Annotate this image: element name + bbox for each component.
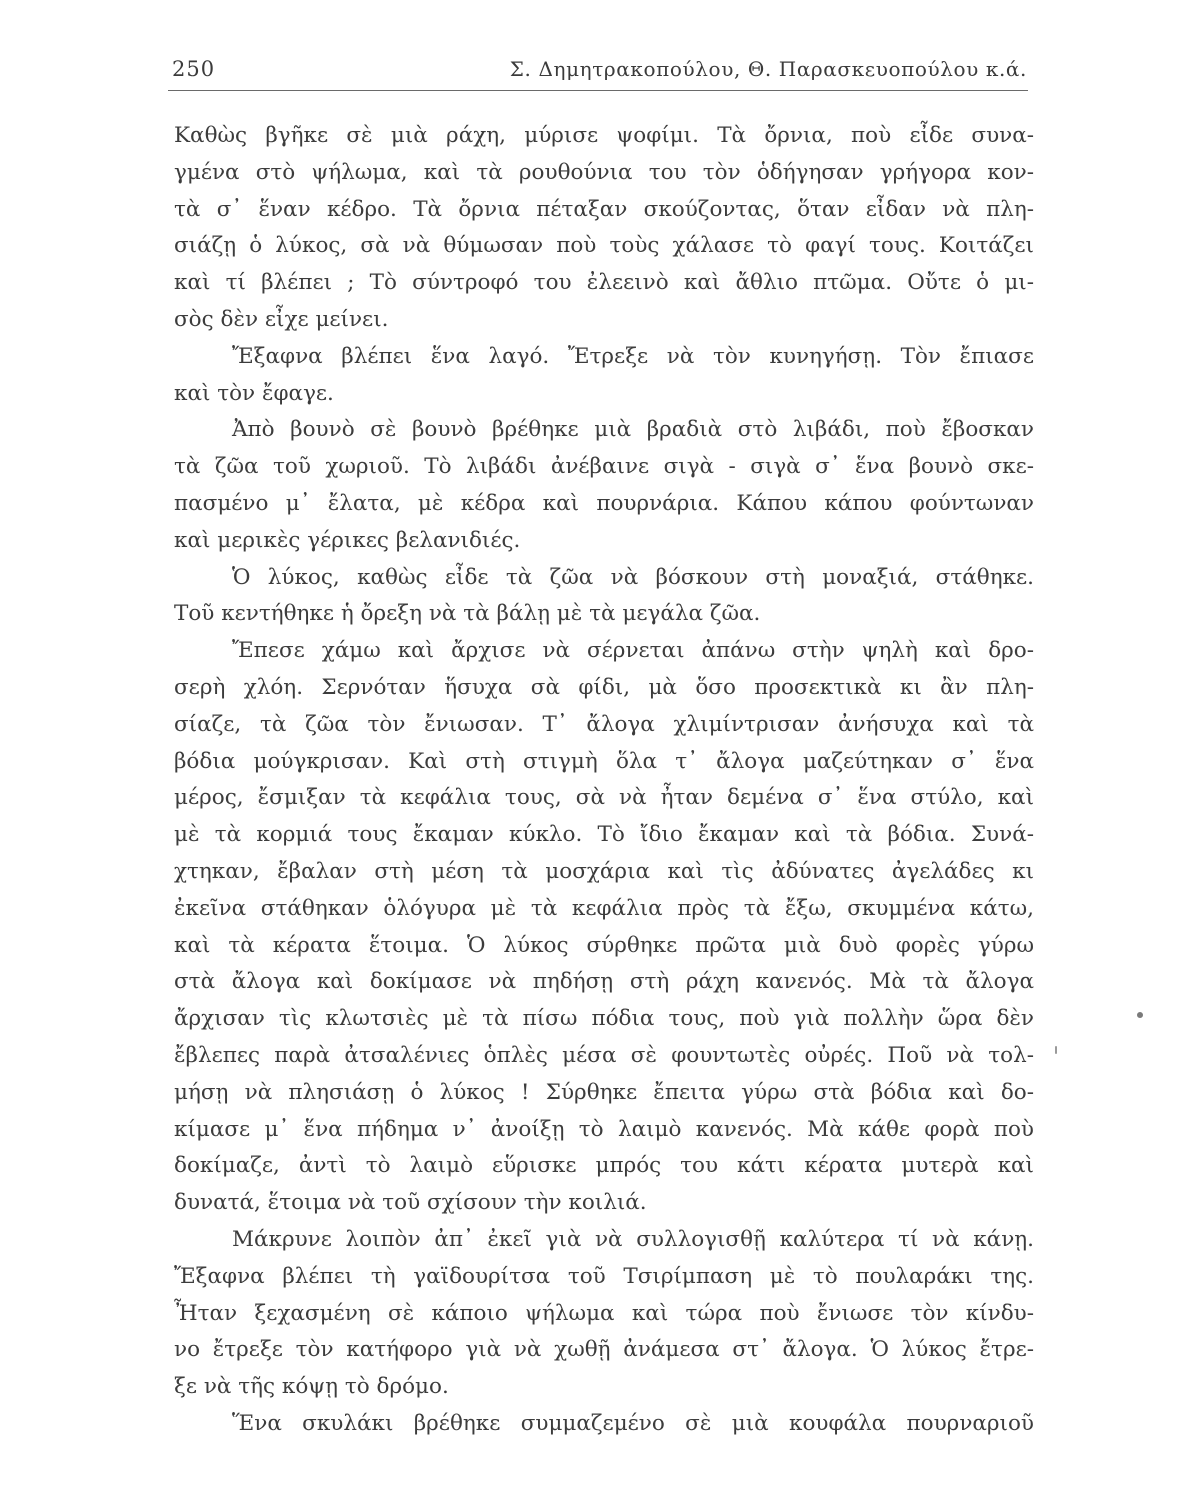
text-line: μὲ τὰ κορμιά τους ἔκαμαν κύκλο. Τὸ ἴδιο ἔκαμαν καὶ τὰ βόδια. Συνά- xyxy=(174,822,1034,848)
text-line: χτηκαν, ἔβαλαν στὴ μέση τὰ μοσχάρια καὶ τὶς ἀδύνατες ἀγελάδες κι xyxy=(174,858,1034,884)
text-line: στὰ ἄλογα καὶ δοκίμασε νὰ πηδήσῃ στὴ ράχη κανενός. Μὰ τὰ ἄλογα xyxy=(174,969,1034,995)
text-line: Ἀπὸ βουνὸ σὲ βουνὸ βρέθηκε μιὰ βραδιὰ στὸ λιβάδι, ποὺ ἔβοσκαν xyxy=(232,417,1034,443)
text-line: καὶ τί βλέπει ; Τὸ σύντροφό του ἐλεεινὸ καὶ ἄθλιο πτῶμα. Οὔτε ὁ μι- xyxy=(174,270,1034,296)
text-line: νο ἔτρεξε τὸν κατήφορο γιὰ νὰ χωθῇ ἀνάμεσα στ᾽ ἄλογα. Ὁ λύκος ἔτρε- xyxy=(174,1337,1034,1363)
text-line: μέρος, ἔσμιξαν τὰ κεφάλια τους, σὰ νὰ ἦταν δεμένα σ᾽ ἕνα στύλο, καὶ xyxy=(174,785,1034,811)
text-line: ἔβλεπες παρὰ ἀτσαλένιες ὁπλὲς μέσα σὲ φουντωτὲς οὐρές. Ποῦ νὰ τολ- xyxy=(174,1042,1034,1068)
header-rule xyxy=(168,90,1028,91)
text-line: καὶ τὰ κέρατα ἕτοιμα. Ὁ λύκος σύρθηκε πρῶτα μιὰ δυὸ φορὲς γύρω xyxy=(174,932,1034,958)
text-line: τὰ ζῶα τοῦ χωριοῦ. Τὸ λιβάδι ἀνέβαινε σιγὰ - σιγὰ σ᾽ ἕνα βουνὸ σκε- xyxy=(174,454,1034,480)
text-line: γμένα στὸ ψήλωμα, καὶ τὰ ρουθούνια του τὸν ὁδήγησαν γρήγορα κον- xyxy=(174,159,1034,185)
text-line: Ἔξαφνα βλέπει τὴ γαϊδουρίτσα τοῦ Τσιρίμπαση μὲ τὸ πουλαράκι της. xyxy=(174,1263,1034,1289)
text-line: δοκίμαζε, ἀντὶ τὸ λαιμὸ εὕρισκε μπρός του κάτι κέρατα μυτερὰ καὶ xyxy=(174,1153,1034,1179)
text-line: μήσῃ νὰ πλησιάσῃ ὁ λύκος ! Σύρθηκε ἔπειτα γύρω στὰ βόδια καὶ δο- xyxy=(174,1079,1034,1105)
text-line: σιάζῃ ὁ λύκος, σὰ νὰ θύμωσαν ποὺ τοὺς χάλασε τὸ φαγί τους. Κοιτάζει xyxy=(174,233,1034,259)
text-line: πασμένο μ᾽ ἔλατα, μὲ κέδρα καὶ πουρνάρια. Κάπου κάπου φούντωναν xyxy=(174,490,1034,516)
body-text xyxy=(174,118,1034,1443)
text-line: καὶ μερικὲς γέρικες βελανιδιές. xyxy=(174,527,521,553)
text-line: σὸς δὲν εἶχε μείνει. xyxy=(174,306,389,332)
page-number: 250 xyxy=(172,57,216,81)
text-line: τὰ σ᾽ ἕναν κέδρο. Τὰ ὄρνια πέταξαν σκούζοντας, ὅταν εἶδαν νὰ πλη- xyxy=(174,196,1034,222)
text-line: Ἔξαφνα βλέπει ἕνα λαγό. Ἔτρεξε νὰ τὸν κυνηγήσῃ. Τὸν ἔπιασε xyxy=(232,343,1034,369)
text-line: δυνατά, ἕτοιμα νὰ τοῦ σχίσουν τὴν κοιλιά. xyxy=(174,1190,647,1216)
text-line: ἐκεῖνα στάθηκαν ὁλόγυρα μὲ τὰ κεφάλια πρὸς τὰ ἔξω, σκυμμένα κάτω, xyxy=(174,895,1034,921)
running-title: Σ. Δημητρακοπούλου, Θ. Παρασκευοπούλου κ.ά. xyxy=(509,57,1027,81)
scan-speck xyxy=(1137,1012,1143,1018)
text-line: Μάκρυνε λοιπὸν ἀπ᾽ ἐκεῖ γιὰ νὰ συλλογισθῇ καλύτερα τί νὰ κάνῃ. xyxy=(232,1226,1034,1252)
text-line: ἄρχισαν τὶς κλωτσιὲς μὲ τὰ πίσω πόδια τους, ποὺ γιὰ πολλὴν ὥρα δὲν xyxy=(174,1006,1034,1032)
text-line: κίμασε μ᾽ ἕνα πήδημα ν᾽ ἀνοίξῃ τὸ λαιμὸ κανενός. Μὰ κάθε φορὰ ποὺ xyxy=(174,1116,1034,1142)
text-line: Ἦταν ξεχασμένη σὲ κάποιο ψήλωμα καὶ τώρα ποὺ ἔνιωσε τὸν κίνδυ- xyxy=(174,1300,1034,1326)
text-line: βόδια μούγκρισαν. Καὶ στὴ στιγμὴ ὅλα τ᾽ ἄλογα μαζεύτηκαν σ᾽ ἕνα xyxy=(174,748,1034,774)
text-line: σίαζε, τὰ ζῶα τὸν ἔνιωσαν. Τ᾽ ἄλογα χλιμίντρισαν ἀνήσυχα καὶ τὰ xyxy=(174,711,1034,737)
text-line: ξε νὰ τῆς κόψῃ τὸ δρόμο. xyxy=(174,1374,449,1400)
text-line: καὶ τὸν ἔφαγε. xyxy=(174,380,334,406)
text-line: σερὴ χλόη. Σερνόταν ἥσυχα σὰ φίδι, μὰ ὅσο προσεκτικὰ κι ἂν πλη- xyxy=(174,674,1034,700)
scan-speck xyxy=(1055,1046,1057,1054)
text-line: Ὁ λύκος, καθὼς εἶδε τὰ ζῶα νὰ βόσκουν στὴ μοναξιά, στάθηκε. xyxy=(232,564,1034,590)
text-line: Τοῦ κεντήθηκε ἡ ὄρεξη νὰ τὰ βάλῃ μὲ τὰ μεγάλα ζῶα. xyxy=(174,601,761,627)
running-head xyxy=(172,52,1027,92)
text-line: Καθὼς βγῆκε σὲ μιὰ ράχη, μύρισε ψοφίμι. Τὰ ὄρνια, ποὺ εἶδε συνα- xyxy=(174,123,1034,148)
text-line: Ἔπεσε χάμω καὶ ἄρχισε νὰ σέρνεται ἀπάνω στὴν ψηλὴ καὶ δρο- xyxy=(232,638,1034,664)
text-line: Ἕνα σκυλάκι βρέθηκε συμμαζεμένο σὲ μιὰ κουφάλα πουρναριοῦ xyxy=(232,1410,1034,1436)
